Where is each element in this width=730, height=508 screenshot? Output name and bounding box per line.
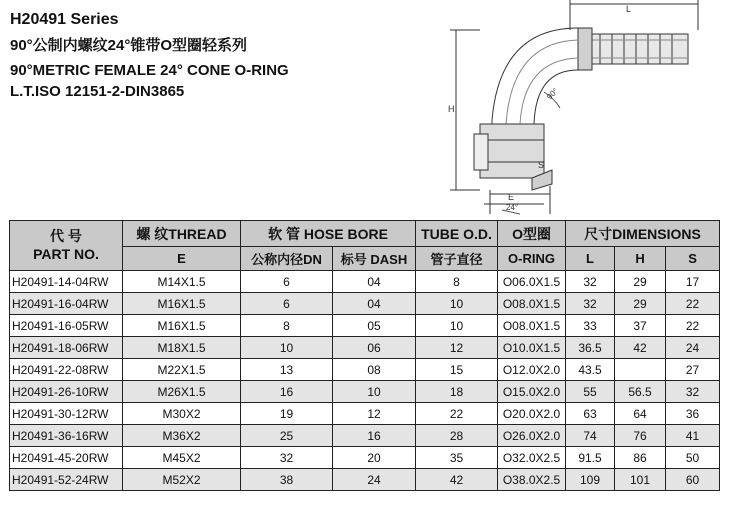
table-row [10,359,720,381]
standard-title: L.T.ISO 12151-2-DIN3865 [10,83,185,100]
header-part-no [10,221,123,271]
cell-s: 41 [666,425,720,447]
cell-oring: O08.0X1.5 [498,315,566,337]
cell-oring: O12.0X2.0 [498,359,566,381]
cell-l: 32 [566,293,615,315]
drawing-label-l: L [626,4,632,14]
cell-e: M30X2 [123,403,241,425]
cell-dash: 12 [333,403,416,425]
cell-e: M45X2 [123,447,241,469]
cell-tube: 18 [416,381,498,403]
cell-oring: O15.0X2.0 [498,381,566,403]
cell-h: 37 [615,315,666,337]
cell-oring: O38.0X2.5 [498,469,566,491]
table-header-row-1 [10,221,720,247]
table-body [10,271,720,491]
header-h: H [615,247,666,271]
drawing-angle-24: 24° [506,203,519,212]
cell-part: H20491-52-24RW [10,469,123,491]
table-row [10,293,720,315]
cell-tube: 8 [416,271,498,293]
cell-oring: O08.0X1.5 [498,293,566,315]
cell-oring: O26.0X2.0 [498,425,566,447]
header-e: E [123,247,241,271]
cell-dn: 8 [241,315,333,337]
cell-tube: 35 [416,447,498,469]
cell-s: 32 [666,381,720,403]
header-l: L [566,247,615,271]
cell-tube: 22 [416,403,498,425]
cell-l: 43.5 [566,359,615,381]
cell-e: M52X2 [123,469,241,491]
cell-dash: 10 [333,381,416,403]
cell-dn: 19 [241,403,333,425]
cell-part: H20491-18-06RW [10,337,123,359]
cell-e: M14X1.5 [123,271,241,293]
cell-h [615,359,666,381]
table-row [10,469,720,491]
cell-s: 17 [666,271,720,293]
cell-s: 24 [666,337,720,359]
spec-table [9,220,720,491]
cell-oring: O06.0X1.5 [498,271,566,293]
header [10,12,289,99]
cell-oring: O32.0X2.5 [498,447,566,469]
cell-part: H20491-45-20RW [10,447,123,469]
cell-s: 22 [666,293,720,315]
series-title: H20491 Series [10,11,119,28]
cell-tube: 42 [416,469,498,491]
cell-part: H20491-14-04RW [10,271,123,293]
cell-part: H20491-22-08RW [10,359,123,381]
table-row [10,381,720,403]
cell-part: H20491-36-16RW [10,425,123,447]
cell-dash: 05 [333,315,416,337]
cell-s: 22 [666,315,720,337]
cell-dn: 6 [241,293,333,315]
cell-part: H20491-16-05RW [10,315,123,337]
english-title: 90°METRIC FEMALE 24° CONE O-RING [10,62,289,79]
cell-tube: 15 [416,359,498,381]
cell-tube: 10 [416,315,498,337]
cell-l: 32 [566,271,615,293]
header-dash: 标号 DASH [333,247,416,271]
cell-dash: 08 [333,359,416,381]
cell-h: 56.5 [615,381,666,403]
cell-e: M16X1.5 [123,315,241,337]
drawing-angle-90: 90° [545,86,560,102]
chinese-title: 90°公制内螺纹24°锥带O型圈轻系列 [10,37,248,54]
cell-dash: 24 [333,469,416,491]
header-hose-bore: 软 管 HOSE BORE [241,221,416,247]
cell-s: 36 [666,403,720,425]
cell-l: 33 [566,315,615,337]
cell-s: 60 [666,469,720,491]
cell-part: H20491-16-04RW [10,293,123,315]
cell-l: 109 [566,469,615,491]
cell-l: 74 [566,425,615,447]
header-s: S [666,247,720,271]
drawing-label-s: S [538,160,545,170]
cell-e: M18X1.5 [123,337,241,359]
table-row [10,447,720,469]
cell-oring: O20.0X2.0 [498,403,566,425]
header-tube-cn: 管子直径 [416,247,498,271]
header-dimensions: 尺寸DIMENSIONS [566,221,720,247]
cell-dash: 06 [333,337,416,359]
cell-l: 91.5 [566,447,615,469]
cell-dash: 20 [333,447,416,469]
cell-dn: 32 [241,447,333,469]
cell-e: M36X2 [123,425,241,447]
cell-h: 64 [615,403,666,425]
cell-l: 55 [566,381,615,403]
cell-dash: 04 [333,271,416,293]
header-part-en: PART NO. [33,245,99,262]
cell-h: 86 [615,447,666,469]
cell-h: 76 [615,425,666,447]
header-tube-od: TUBE O.D. [416,221,498,247]
cell-part: H20491-26-10RW [10,381,123,403]
cell-oring: O10.0X1.5 [498,337,566,359]
cell-dn: 25 [241,425,333,447]
cell-e: M22X1.5 [123,359,241,381]
cell-dash: 16 [333,425,416,447]
cell-h: 42 [615,337,666,359]
drawing-label-e: E [508,192,515,202]
cell-s: 27 [666,359,720,381]
cell-h: 101 [615,469,666,491]
table-row [10,315,720,337]
cell-s: 50 [666,447,720,469]
header-oring-en: O-RING [498,247,566,271]
cell-dn: 13 [241,359,333,381]
cell-dn: 38 [241,469,333,491]
fitting-drawing [440,0,730,218]
cell-l: 63 [566,403,615,425]
cell-tube: 12 [416,337,498,359]
header-oring: O型圈 [498,221,566,247]
cell-tube: 28 [416,425,498,447]
table-row [10,425,720,447]
drawing-label-h: H [448,104,455,114]
table-row [10,337,720,359]
table-row [10,403,720,425]
cell-l: 36.5 [566,337,615,359]
cell-dn: 10 [241,337,333,359]
table-row [10,271,720,293]
header-part-cn: 代 号 [50,228,82,244]
header-thread: 螺 纹THREAD [123,221,241,247]
header-dn: 公称内径DN [241,247,333,271]
cell-h: 29 [615,293,666,315]
cell-e: M26X1.5 [123,381,241,403]
cell-dn: 6 [241,271,333,293]
cell-h: 29 [615,271,666,293]
cell-dn: 16 [241,381,333,403]
cell-tube: 10 [416,293,498,315]
cell-dash: 04 [333,293,416,315]
cell-part: H20491-30-12RW [10,403,123,425]
cell-e: M16X1.5 [123,293,241,315]
